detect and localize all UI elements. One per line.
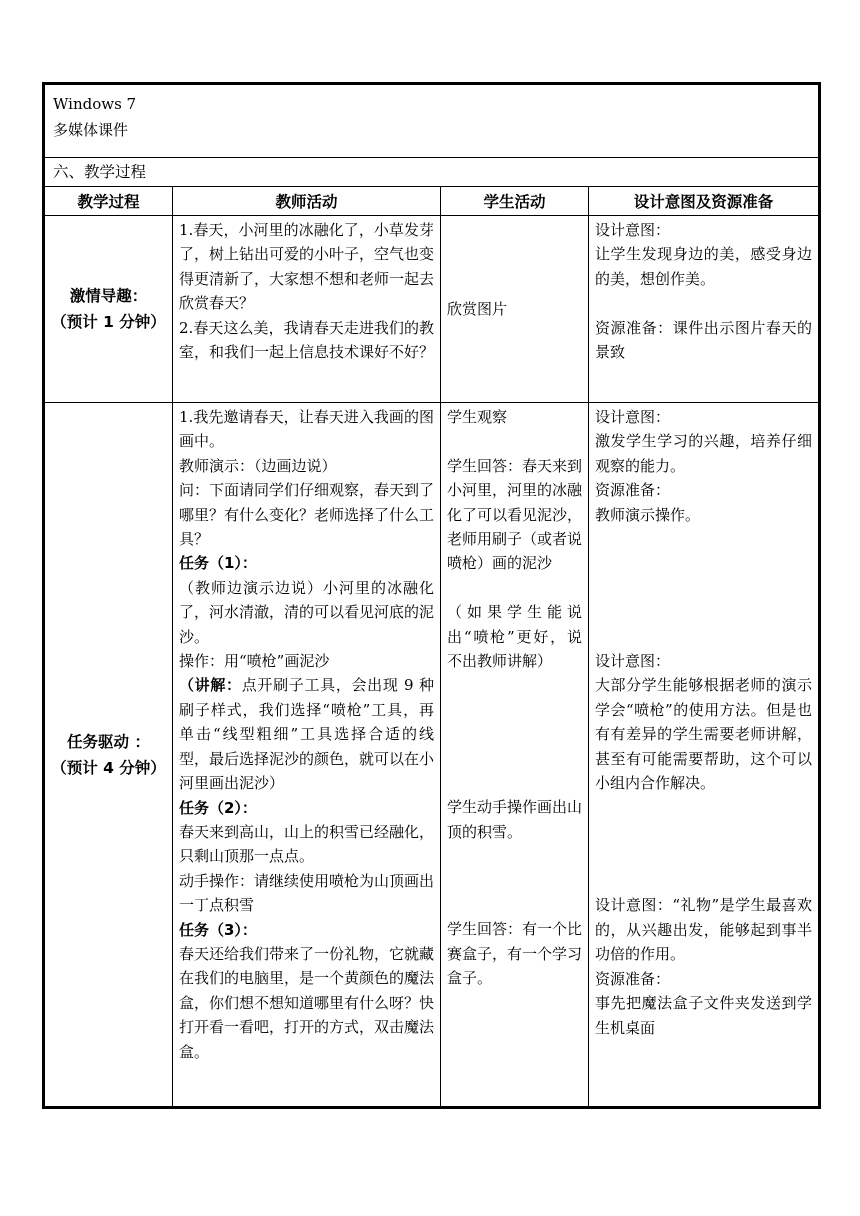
resource-text: 教师演示操作。 [595, 505, 701, 524]
teacher-question: 问：下面请同学们仔细观察，春天到了哪里？有什么变化？老师选择了什么工具？ [179, 481, 435, 549]
spacer [447, 576, 582, 600]
task1-text: （教师边演示边说）小河里的冰融化了，河水清澈，清的可以看见河底的泥沙。 [179, 578, 435, 646]
spacer [447, 673, 582, 795]
task2-text: 春天来到高山，山上的积雪已经融化，只剩山顶那一点点。 [179, 822, 435, 866]
resource-label: 资源准备： [595, 481, 671, 500]
design-text: 设计意图：“礼物”是学生最喜欢的，从兴趣出发，能够起到事半功倍的作用。 [595, 896, 813, 964]
design-label: 设计意图： [595, 652, 671, 671]
design-text: 大部分学生能够根据老师的演示学会“喷枪”的使用方法。但是也有有差异的学生需要老师讲解，甚至有可能需要帮助，这个可以小组内合作解决。 [595, 676, 813, 793]
lesson-plan-document [42, 82, 818, 1109]
stage-time: （预计 4 分钟） [51, 758, 166, 777]
environment-row [44, 84, 820, 158]
resource-text: 事先把魔法盒子文件夹发送到学生机桌面 [595, 994, 813, 1037]
design-text: 让学生发现身边的美，感受身边的美，想创作美。 [595, 245, 813, 288]
row-task-driven [44, 403, 820, 1108]
explain-label: （讲解： [179, 676, 242, 695]
student-answer-1: 学生回答：春天来到小河里，河里的冰融化了可以看见泥沙，老师用刷子（或者说喷枪）画的泥沙 [447, 456, 583, 573]
spacer [595, 795, 812, 893]
task2-operation: 动手操作：请继续使用喷枪为山顶画出一丁点积雪 [179, 871, 435, 915]
resource-text: 资源准备：课件出示图片春天的景致 [595, 318, 813, 362]
task2-title: 任务（2）： [179, 798, 257, 817]
resource-label: 资源准备： [595, 969, 671, 988]
student-activity-cell [441, 403, 589, 1108]
header-row [44, 187, 820, 216]
courseware-text: 多媒体课件 [53, 121, 129, 139]
header-student: 学生活动 [441, 187, 589, 216]
student-note: （如果学生能说出“喷枪”更好，说不出教师讲解） [447, 603, 582, 671]
section-title: 六、教学过程 [44, 158, 820, 187]
teacher-activity-cell [173, 403, 441, 1108]
header-design: 设计意图及资源准备 [589, 187, 820, 216]
student-answer-2: 学生回答：有一个比赛盒子，有一个学习盒子。 [447, 920, 583, 988]
spacer [447, 429, 582, 453]
explain-text: 点开刷子工具，会出现 9 种刷子样式，我们选择“喷枪”工具，再单击“线型粗细”工具选择合适的线型，最后选择泥沙的颜色，就可以在小河里画出泥沙） [179, 676, 435, 793]
environment-cell [44, 84, 820, 158]
stage-cell [44, 403, 173, 1108]
spacer [595, 527, 812, 649]
spacer [447, 844, 582, 917]
design-label: 设计意图： [595, 221, 671, 239]
header-teacher: 教师活动 [173, 187, 441, 216]
teacher-activity-cell [173, 216, 441, 403]
task3-text: 春天还给我们带来了一份礼物，它就藏在我们的电脑里，是一个黄颜色的魔法盒，你们想不想知道哪里有什么呀？快打开看一看吧，打开的方式，双击魔法盒。 [179, 944, 435, 1061]
student-operate: 学生动手操作画出山顶的积雪。 [447, 798, 583, 841]
task1-explanation [179, 673, 434, 795]
section-row [44, 158, 820, 187]
design-cell [589, 216, 820, 403]
spacer [595, 291, 812, 315]
student-observe: 学生观察 [447, 408, 508, 426]
task3-title: 任务（3）： [179, 920, 257, 939]
teaching-process-table [42, 82, 821, 1109]
os-text: Windows 7 [53, 95, 137, 113]
stage-name: 激情导趣： [69, 287, 148, 305]
teacher-intro: 1.我先邀请春天，让春天进入我画的图画中。 [179, 408, 434, 451]
task1-operation: 操作：用“喷枪”画泥沙 [179, 652, 330, 671]
design-label: 设计意图： [595, 408, 671, 426]
stage-time: （预计 1 分钟） [51, 313, 166, 331]
stage-cell [44, 216, 173, 403]
task1-title: 任务（1）： [179, 554, 257, 573]
header-stage: 教学过程 [44, 187, 173, 216]
teacher-paragraph: 1.春天，小河里的冰融化了，小草发芽了，树上钻出可爱的小叶子，空气也变得更清新了，大家想不想和老师一起去欣赏春天？ [179, 221, 435, 313]
teacher-paragraph: 2.春天这么美，我请春天走进我们的教室，和我们一起上信息技术课好不好？ [179, 318, 435, 362]
student-text: 欣赏图片 [447, 299, 508, 318]
stage-name: 任务驱动 ： [67, 732, 150, 751]
student-activity-cell [441, 216, 589, 403]
row-stimulate-interest [44, 216, 820, 403]
design-cell [589, 403, 820, 1108]
teacher-demo: 教师演示：（边画边说） [179, 456, 337, 475]
design-text: 激发学生学习的兴趣，培养仔细观察的能力。 [595, 432, 813, 475]
